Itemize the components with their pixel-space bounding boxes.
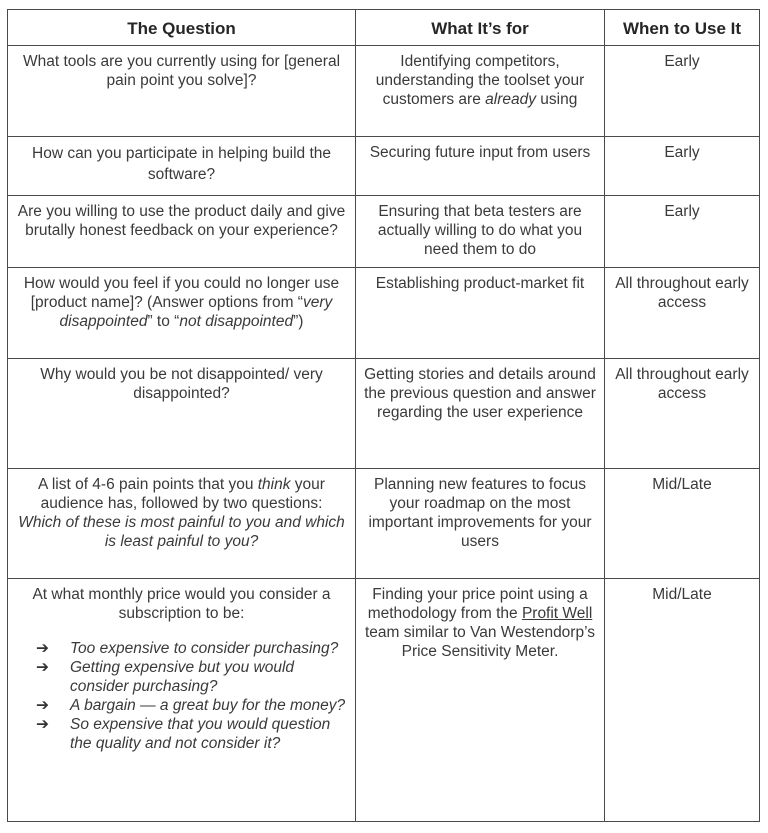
question-cell: How would you feel if you could no longer use [product name]? (Answer options from “very disappointed” to “not disappointed”) <box>8 268 356 359</box>
question-cell: Are you willing to use the product daily and give brutally honest feedback on your experience? <box>8 196 356 268</box>
timing-cell: Early <box>605 196 760 268</box>
table-row <box>8 579 760 822</box>
list-item: ➔ Getting expensive but you would consider purchasing? <box>36 658 347 696</box>
question-cell: At what monthly price would you consider a subscription to be: ➔ Too expensive to consider purchasing? ➔ Getting expensive but you would consider purchasing? ➔ A bargain — a great buy for the money? ➔ So expensive that you would question the quality and not consider it? <box>8 579 356 822</box>
table-row <box>8 137 760 196</box>
purpose-cell: Identifying competitors, understanding the toolset your customers are already using <box>356 46 605 137</box>
table-row <box>8 46 760 137</box>
header-question: The Question <box>8 10 356 46</box>
header-purpose: What It’s for <box>356 10 605 46</box>
list-item: ➔ So expensive that you would question the quality and not consider it? <box>36 715 347 753</box>
purpose-cell: Ensuring that beta testers are actually willing to do what you need them to do <box>356 196 605 268</box>
purpose-cell: Finding your price point using a methodology from the Profit Well team similar to Van Westendorp’s Price Sensitivity Meter. <box>356 579 605 822</box>
table-row <box>8 268 760 359</box>
profit-well-link[interactable]: Profit Well <box>521 605 593 622</box>
table-row <box>8 359 760 469</box>
purpose-cell: Getting stories and details around the previous question and answer regarding the user experience <box>356 359 605 469</box>
question-cell: Why would you be not disappointed/ very disappointed? <box>8 359 356 469</box>
timing-cell: Early <box>605 137 760 196</box>
timing-cell: All throughout early access <box>605 268 760 359</box>
list-item: ➔ Too expensive to consider purchasing? <box>36 639 347 658</box>
question-table <box>7 9 760 822</box>
question-cell: What tools are you currently using for [general pain point you solve]? <box>8 46 356 137</box>
timing-cell: Mid/Late <box>605 469 760 579</box>
purpose-cell: Securing future input from users <box>356 137 605 196</box>
purpose-cell: Establishing product-market fit <box>356 268 605 359</box>
header-row <box>8 10 760 46</box>
purpose-cell: Planning new features to focus your roadmap on the most important improvements for your users <box>356 469 605 579</box>
timing-cell: All throughout early access <box>605 359 760 469</box>
timing-cell: Mid/Late <box>605 579 760 822</box>
question-cell: How can you participate in helping build the software? <box>8 137 356 196</box>
table-row <box>8 196 760 268</box>
table-row <box>8 469 760 579</box>
question-cell: A list of 4-6 pain points that you think your audience has, followed by two questions: Which of these is most painful to you and which is least painful to you? <box>8 469 356 579</box>
price-options-list <box>16 639 347 753</box>
header-timing: When to Use It <box>605 10 760 46</box>
list-item: ➔ A bargain — a great buy for the money? <box>36 696 347 715</box>
timing-cell: Early <box>605 46 760 137</box>
